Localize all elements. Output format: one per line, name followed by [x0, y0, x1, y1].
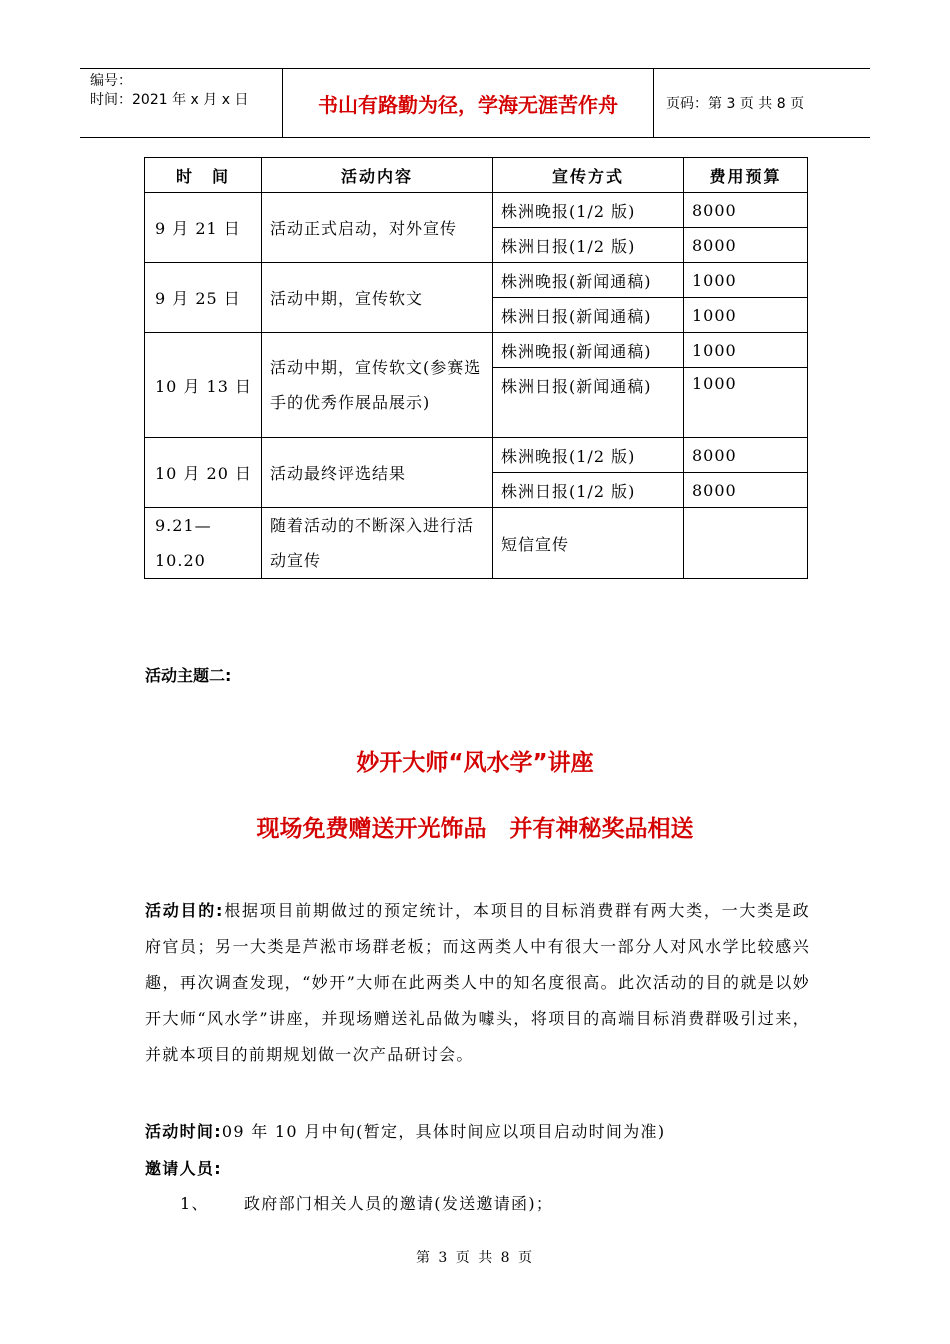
row-content: 随着活动的不断深入进行活动宣传	[262, 508, 493, 579]
event-subtitle: 现场免费赠送开光饰品 并有神秘奖品相送	[256, 816, 694, 842]
row-content: 活动中期，宣传软文(参赛选手的优秀作展品展示)	[262, 333, 493, 438]
col-header-content: 活动内容	[262, 158, 493, 193]
list-item-number: 1、	[180, 1194, 209, 1213]
row-method: 株洲晚报(新闻通稿)	[493, 333, 684, 368]
row-method: 株洲晚报(1/2 版)	[493, 193, 684, 228]
section-heading: 活动主题二:	[145, 666, 232, 685]
time-paragraph	[145, 1114, 810, 1150]
row-budget: 8000	[684, 193, 808, 228]
row-method: 株洲日报(1/2 版)	[493, 473, 684, 508]
header-page-info: 页码：第 3 页 共 8 页	[666, 96, 805, 112]
purpose-text: 根据项目前期做过的预定统计，本项目的目标消费群有两大类，一大类是政府官员；另一大类是芦淞市场群老板；而这两类人中有很大一部分人对风水学比较感兴趣，再次调查发现，“妙开”大师在此两类人中的知名度很高。此次活动的目的就是以妙开大师“风水学”讲座，并现场赠送礼品做为噱头，将项目的高端目标消费群吸引过来，并就本项目的前期规划做一次产品研讨会。	[145, 901, 810, 1064]
list-item	[180, 1186, 845, 1222]
col-header-time: 时 间	[145, 158, 262, 193]
row-method: 短信宣传	[493, 508, 684, 579]
header-meta	[80, 69, 283, 137]
header-date: 时间：2021 年 x 月 x 日	[90, 92, 249, 108]
row-budget: 8000	[684, 228, 808, 263]
col-header-budget: 费用预算	[684, 158, 808, 193]
row-date: 9.21—10.20	[145, 508, 262, 579]
row-method: 株洲晚报(1/2 版)	[493, 438, 684, 473]
table-row	[145, 263, 808, 298]
row-method: 株洲日报(新闻通稿)	[493, 298, 684, 333]
row-date: 10 月 13 日	[145, 333, 262, 438]
col-header-method: 宣传方式	[493, 158, 684, 193]
row-method: 株洲晚报(新闻通稿)	[493, 263, 684, 298]
row-content: 活动最终评选结果	[262, 438, 493, 508]
row-date: 9 月 21 日	[145, 193, 262, 263]
page-footer: 第 3 页 共 8 页	[415, 1250, 535, 1266]
event-title: 妙开大师“风水学”讲座	[356, 750, 594, 776]
row-method: 株洲日报(新闻通稿)	[493, 368, 684, 438]
row-budget: 8000	[684, 473, 808, 508]
table-header-row	[145, 158, 808, 193]
invite-heading	[145, 1151, 810, 1187]
header-number: 编号：	[90, 73, 132, 89]
row-content: 活动中期，宣传软文	[262, 263, 493, 333]
time-text: 09 年 10 月中旬(暂定，具体时间应以项目启动时间为准)	[221, 1122, 666, 1141]
row-budget: 1000	[684, 368, 808, 438]
row-budget: 1000	[684, 333, 808, 368]
list-item-text: 政府部门相关人员的邀请(发送邀请函)；	[244, 1194, 554, 1213]
page-header	[80, 68, 870, 138]
table-row	[145, 438, 808, 473]
table-row	[145, 508, 808, 579]
publicity-schedule-table	[144, 157, 808, 579]
table-row	[145, 193, 808, 228]
row-method: 株洲日报(1/2 版)	[493, 228, 684, 263]
row-date: 10 月 20 日	[145, 438, 262, 508]
row-date: 9 月 25 日	[145, 263, 262, 333]
row-budget: 8000	[684, 438, 808, 473]
row-budget	[684, 508, 808, 579]
purpose-paragraph	[145, 893, 810, 1073]
purpose-label: 活动目的:	[145, 901, 224, 920]
invite-label: 邀请人员:	[145, 1159, 222, 1178]
row-budget: 1000	[684, 298, 808, 333]
table-row	[145, 333, 808, 368]
row-budget: 1000	[684, 263, 808, 298]
header-motto: 书山有路勤为径，学海无涯苦作舟	[283, 69, 654, 137]
time-label: 活动时间:	[145, 1122, 222, 1141]
row-content: 活动正式启动，对外宣传	[262, 193, 493, 263]
